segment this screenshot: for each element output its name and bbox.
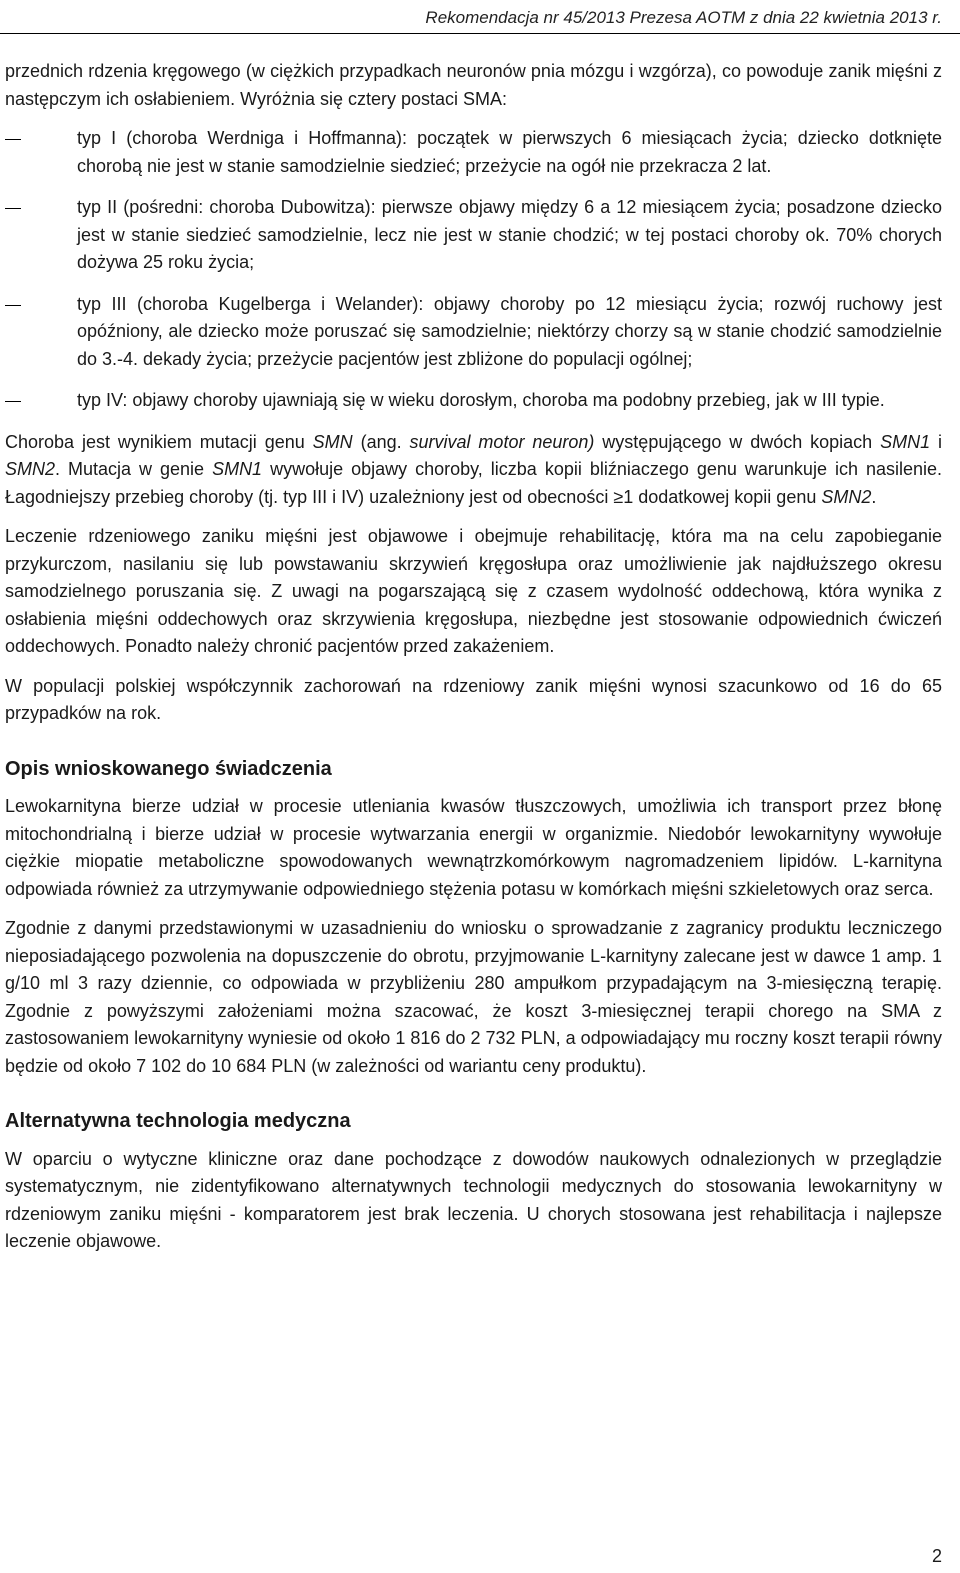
section-heading-requested-service: Opis wnioskowanego świadczenia xyxy=(5,757,332,780)
levocarnitine-paragraph: Lewokarnityna bierze udział w procesie utleniania kwasów tłuszczowych, umożliwia ich transport przez błonę mitochondrialną i bierze udział w procesie wytwarzania energii w organizmie. Niedobór lewokarnityny wywołuje ciężkie miopatie metaboliczne spowodowanych wewnątrzkomórkowym nagromadzeniem lipidów. L-karnityna odpowiada również za utrzymywanie odpowiedniego stężenia potasu w komórkach mięśni szkieletowych oraz serca. xyxy=(5,796,942,899)
intro-paragraph: przednich rdzenia kręgowego (w ciężkich przypadkach neuronów pnia mózgu i wzgórza), co powoduje zanik mięśni z następczym ich osłabieniem. Wyróżnia się cztery postaci SMA: xyxy=(5,61,942,109)
alternative-technology-paragraph: W oparciu o wytyczne kliniczne oraz dane pochodzące z dowodów naukowych odnalezionych w przeglądzie systematycznym, nie zidentyfikowano alternatywnych technologii medycznych do stosowania lewokarnityny w rdzeniowym zaniku mięśni - komparatorem jest brak leczenia. U chorych stosowana jest rehabilitacja i najlepsze leczenie objawowe. xyxy=(5,1148,942,1251)
smn-gene-paragraph: Choroba jest wynikiem mutacji genu SMN (ang. survival motor neuron) występującego w dwóch kopiach SMN1 i SMN2. Mutacja w genie SMN1 wywołuje objawy choroby, liczba kopii bliźniaczego genu warunkuje ich nasilenie. Łagodniejszy przebieg choroby (tj. typ III i IV) uzależniony jest od obecności ≥1 dodatkowej kopii genu SMN2. xyxy=(5,431,943,507)
list-item: typ IV: objawy choroby ujawniają się w wieku dorosłym, choroba ma podobny przebieg, jak w III typie. xyxy=(5,387,942,415)
list-item: typ I (choroba Werdniga i Hoffmanna): początek w pierwszych 6 miesiącach życia; dziecko dotknięte chorobą nie jest w stanie samodzielnie siedzieć; przeżycie na ogół nie przekracza 2 lat. xyxy=(5,125,942,180)
dash-bullet-icon xyxy=(5,208,21,209)
section-heading-alternative-technology: Alternatywna technologia medyczna xyxy=(5,1110,351,1132)
document-body xyxy=(5,58,942,1268)
page-number: 2 xyxy=(931,1546,942,1566)
dash-bullet-icon xyxy=(5,139,21,140)
document-header-title: Rekomendacja nr 45/2013 Prezesa AOTM z dnia 22 kwietnia 2013 r. xyxy=(425,8,942,27)
cost-paragraph: Zgodnie z danymi przedstawionymi w uzasadnieniu do wniosku o sprowadzanie z zagranicy produktu leczniczego nieposiadającego pozwolenia na dopuszczenie do obrotu, przyjmowanie L-karnityny zalecane jest w dawce 1 amp. 1 g/10 ml 3 razy dziennie, co odpowiada w przybliżeniu 280 ampułkom przypadającym na 3-miesięczną terapię. Zgodnie z powyższymi założeniami można szacować, że koszt 3-miesięcznej terapii chorego na SMA z zastosowaniem lewokarnityny wyniesie od około 1 816 do 2 732 PLN, a odpowiadający mu roczny koszt terapii równy będzie od około 7 102 do 10 684 PLN (w zależności od wariantu ceny produktu). xyxy=(5,918,942,1076)
dash-bullet-icon xyxy=(5,305,21,306)
dash-bullet-icon xyxy=(5,401,21,402)
header-divider xyxy=(0,33,960,34)
treatment-paragraph: Leczenie rdzeniowego zaniku mięśni jest objawowe i obejmuje rehabilitację, która ma na celu zapobieganie przykurczom, nasilaniu się lub powstawaniu skrzywień kręgosłupa oraz umożliwienie jak najdłuższego okresu samodzielnego poruszania się. Z uwagi na pogarszającą się z czasem wydolność oddechową, która wynika z osłabienia mięśni oddechowych oraz skrzywienia kręgosłupa, niezbędne jest stosowanie odpowiednich ćwiczeń oddechowych. Ponadto należy chronić pacjentów przed zakażeniem. xyxy=(5,526,942,656)
list-item: typ III (choroba Kugelberga i Welander): objawy choroby po 12 miesiącu życia; rozwój ruchowy jest opóźniony, ale dziecko może poruszać się samodzielnie; niektórzy chorzy są w stanie chodzić samodzielnie do 3.-4. dekady życia; przeżycie pacjentów jest zbliżone do populacji ogólnej; xyxy=(5,291,942,374)
sma-types-list xyxy=(5,125,942,415)
list-item: typ II (pośredni: choroba Dubowitza): pierwsze objawy między 6 a 12 miesiącem życia; posadzone dziecko jest w stanie siedzieć samodzielnie, lecz nie jest w stanie chodzić; w tej postaci choroby ok. 70% chorych dożywa 25 roku życia; xyxy=(5,194,942,277)
incidence-paragraph: W populacji polskiej współczynnik zachorowań na rdzeniowy zanik mięśni wynosi szacunkowo od 16 do 65 przypadków na rok. xyxy=(5,675,942,723)
